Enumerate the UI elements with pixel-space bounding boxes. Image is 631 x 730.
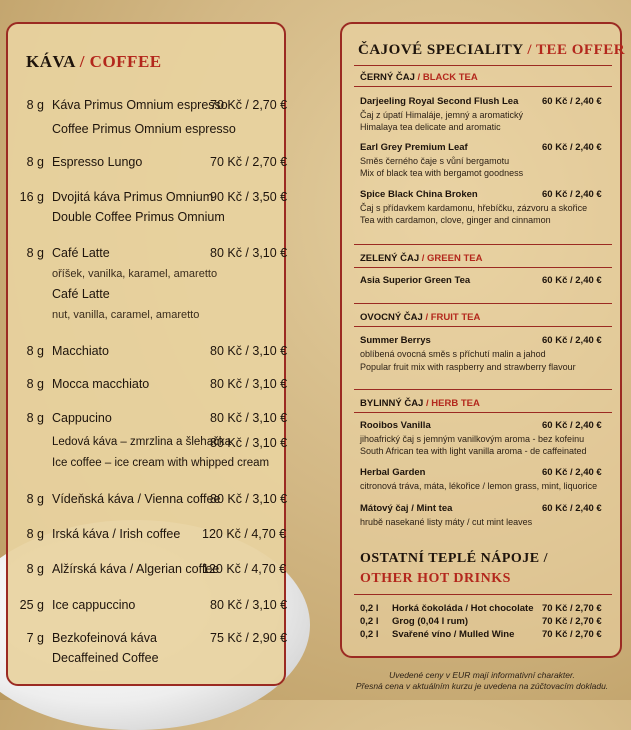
tea-name: Rooibos Vanilla: [360, 420, 431, 431]
section-en: HERB TEA: [431, 398, 480, 409]
coffee-qty: 25 g: [19, 598, 44, 612]
section-cz: BYLINNÝ ČAJ: [360, 398, 424, 409]
hot-drinks-title-en: OTHER HOT DRINKS: [360, 571, 511, 586]
coffee-price: 80 Kč / 3,10 €: [210, 598, 288, 612]
coffee-title-cz: KÁVA: [26, 52, 75, 71]
tea-price: 60 Kč / 2,40 €: [542, 189, 602, 200]
tea-desc-cz: oblíbená ovocná směs s příchutí malin a jahod: [360, 349, 546, 359]
divider: [354, 412, 612, 413]
coffee-title: [26, 52, 162, 72]
coffee-name: Café Latte: [52, 287, 110, 301]
divider: [354, 267, 612, 268]
coffee-price: 80 Kč / 3,10 €: [210, 344, 288, 358]
tea-price: 60 Kč / 2,40 €: [542, 467, 602, 478]
tea-desc-en: Himalaya tea delicate and aromatic: [360, 122, 501, 132]
hot-drink-name: Grog (0,04 l rum): [392, 616, 469, 627]
tea-section-black: [360, 72, 478, 83]
divider: [354, 86, 612, 87]
section-cz: ZELENÝ ČAJ: [360, 253, 420, 264]
latte-flavors-cz: oříšek, vanilka, karamel, amaretto: [52, 268, 218, 280]
section-sep: /: [425, 312, 429, 323]
section-sep: /: [425, 398, 429, 409]
tea-name: Spice Black China Broken: [360, 189, 478, 200]
tea-section-herb: [360, 398, 480, 409]
coffee-name: Ledová káva – zmrzlina a šlehačka: [52, 436, 231, 448]
coffee-name: Mocca macchiato: [52, 377, 150, 391]
section-sep: /: [417, 72, 421, 83]
coffee-price: 80 Kč / 3,10 €: [210, 377, 288, 391]
tea-section-green: [360, 253, 482, 264]
section-en: FRUIT TEA: [430, 312, 481, 323]
tea-desc-en: Mix of black tea with bergamot goodness: [360, 168, 524, 178]
tea-menu-panel: [340, 22, 626, 658]
coffee-qty: 8 g: [26, 98, 44, 112]
coffee-price: 120 Kč / 4,70 €: [202, 527, 287, 541]
coffee-name: Vídeňská káva / Vienna coffee: [52, 492, 221, 506]
coffee-name: Ice cappuccino: [52, 598, 136, 612]
coffee-qty: 8 g: [26, 344, 44, 358]
coffee-qty: 16 g: [19, 190, 44, 204]
section-cz: ČERNÝ ČAJ: [360, 72, 415, 83]
coffee-qty: 8 g: [26, 246, 44, 260]
divider: [354, 389, 612, 390]
coffee-qty: 8 g: [26, 492, 44, 506]
coffee-price: 70 Kč / 2,70 €: [210, 155, 288, 169]
coffee-name: Káva Primus Omnium espresso: [52, 98, 228, 112]
coffee-menu-panel: [6, 22, 286, 686]
tea-desc-cz: Směs černého čaje s vůní bergamotu: [360, 156, 510, 166]
divider: [354, 65, 612, 66]
coffee-price: 90 Kč / 3,50 €: [210, 190, 288, 204]
tea-section-fruit: [360, 312, 480, 323]
coffee-name: Alžírská káva / Algerian coffee: [52, 562, 220, 576]
footer-note-line2: Přesná cena v aktuálním kurzu je uvedena na zúčtovacím dokladu.: [355, 681, 609, 691]
tea-desc-cz: jihoafrický čaj s jemným vanilkovým aroma - bez kofeinu: [360, 434, 585, 444]
footer-note-line1: Uvedené ceny v EUR mají informativní charakter.: [389, 670, 575, 680]
divider: [354, 594, 612, 595]
coffee-price: 80 Kč / 3,10 €: [210, 492, 288, 506]
section-cz: OVOCNÝ ČAJ: [360, 312, 423, 323]
section-sep: /: [421, 253, 425, 264]
coffee-price: 75 Kč / 2,90 €: [210, 631, 288, 645]
divider: [354, 326, 612, 327]
tea-desc-en: South African tea with light vanilla aroma - de caffeinated: [360, 446, 587, 456]
divider: [354, 303, 612, 304]
coffee-price: 80 Kč / 3,10 €: [210, 436, 288, 450]
tea-price: 60 Kč / 2,40 €: [542, 503, 602, 514]
coffee-qty: 8 g: [26, 377, 44, 391]
tea-title-sep: /: [527, 42, 532, 58]
coffee-price: 80 Kč / 3,10 €: [210, 411, 288, 425]
tea-price: 60 Kč / 2,40 €: [542, 96, 602, 107]
coffee-name: Cappucino: [52, 411, 112, 425]
coffee-name: Espresso Lungo: [52, 155, 143, 169]
section-en: GREEN TEA: [427, 253, 483, 264]
coffee-name: Café Latte: [52, 246, 110, 260]
hot-drink-price: 70 Kč / 2,70 €: [542, 616, 602, 627]
tea-name: Earl Grey Premium Leaf: [360, 142, 468, 153]
tea-price: 60 Kč / 2,40 €: [542, 335, 602, 346]
hot-drink-qty: 0,2 l: [360, 629, 379, 640]
coffee-price: 80 Kč / 3,10 €: [210, 246, 288, 260]
coffee-title-sep: /: [79, 52, 85, 71]
tea-title-cz: ČAJOVÉ SPECIALITY: [358, 42, 524, 58]
coffee-name: Irská káva / Irish coffee: [52, 527, 181, 541]
hot-drink-name: Svařené víno / Mulled Wine: [392, 629, 515, 640]
tea-price: 60 Kč / 2,40 €: [542, 420, 602, 431]
tea-desc-cz: hrubě nasekané listy máty / cut mint leaves: [360, 517, 533, 527]
latte-flavors-en: nut, vanilla, caramel, amaretto: [52, 309, 200, 321]
tea-name: Mátový čaj / Mint tea: [360, 503, 453, 514]
tea-price: 60 Kč / 2,40 €: [542, 142, 602, 153]
section-en: BLACK TEA: [422, 72, 478, 83]
hot-drink-name: Horká čokoláda / Hot chocolate: [392, 603, 534, 614]
coffee-name: Macchiato: [52, 344, 109, 358]
hot-drink-price: 70 Kč / 2,70 €: [542, 629, 602, 640]
tea-title: [358, 42, 625, 59]
coffee-price: 120 Kč / 4,70 €: [202, 562, 287, 576]
coffee-name: Ice coffee – ice cream with whipped cream: [52, 457, 270, 469]
tea-name: Summer Berrys: [360, 335, 431, 346]
tea-desc-en: Tea with cardamon, clove, ginger and cinnamon: [360, 215, 551, 225]
coffee-name: Bezkofeinová káva: [52, 631, 157, 645]
tea-desc-en: Popular fruit mix with raspberry and strawberry flavour: [360, 362, 576, 372]
coffee-qty: 8 g: [26, 527, 44, 541]
tea-name: Asia Superior Green Tea: [360, 275, 471, 286]
coffee-qty: 8 g: [26, 411, 44, 425]
coffee-title-en: COFFEE: [89, 52, 162, 71]
divider: [354, 244, 612, 245]
tea-title-en: TEE OFFER: [535, 42, 626, 58]
coffee-name: Double Coffee Primus Omnium: [52, 210, 225, 224]
hot-drink-qty: 0,2 l: [360, 616, 379, 627]
coffee-qty: 7 g: [26, 631, 44, 645]
tea-name: Darjeeling Royal Second Flush Lea: [360, 96, 519, 107]
coffee-qty: 8 g: [26, 562, 44, 576]
coffee-name: Coffee Primus Omnium espresso: [52, 122, 236, 136]
coffee-qty: 8 g: [26, 155, 44, 169]
tea-price: 60 Kč / 2,40 €: [542, 275, 602, 286]
coffee-name: Decaffeined Coffee: [52, 651, 159, 665]
tea-desc-cz: citronová tráva, máta, lékořice / lemon grass, mint, liquorice: [360, 481, 598, 491]
coffee-price: 70 Kč / 2,70 €: [210, 98, 288, 112]
hot-drink-price: 70 Kč / 2,70 €: [542, 603, 602, 614]
tea-desc-cz: Čaj z úpatí Himaláje, jemný a aromatický: [360, 110, 524, 120]
hot-drinks-title-cz: OSTATNÍ TEPLÉ NÁPOJE /: [360, 551, 548, 566]
coffee-name: Dvojitá káva Primus Omnium: [52, 190, 214, 204]
tea-name: Herbal Garden: [360, 467, 426, 478]
hot-drink-qty: 0,2 l: [360, 603, 379, 614]
tea-desc-cz: Čaj s přídavkem kardamonu, hřebíčku, zázvoru a skořice: [360, 203, 588, 213]
